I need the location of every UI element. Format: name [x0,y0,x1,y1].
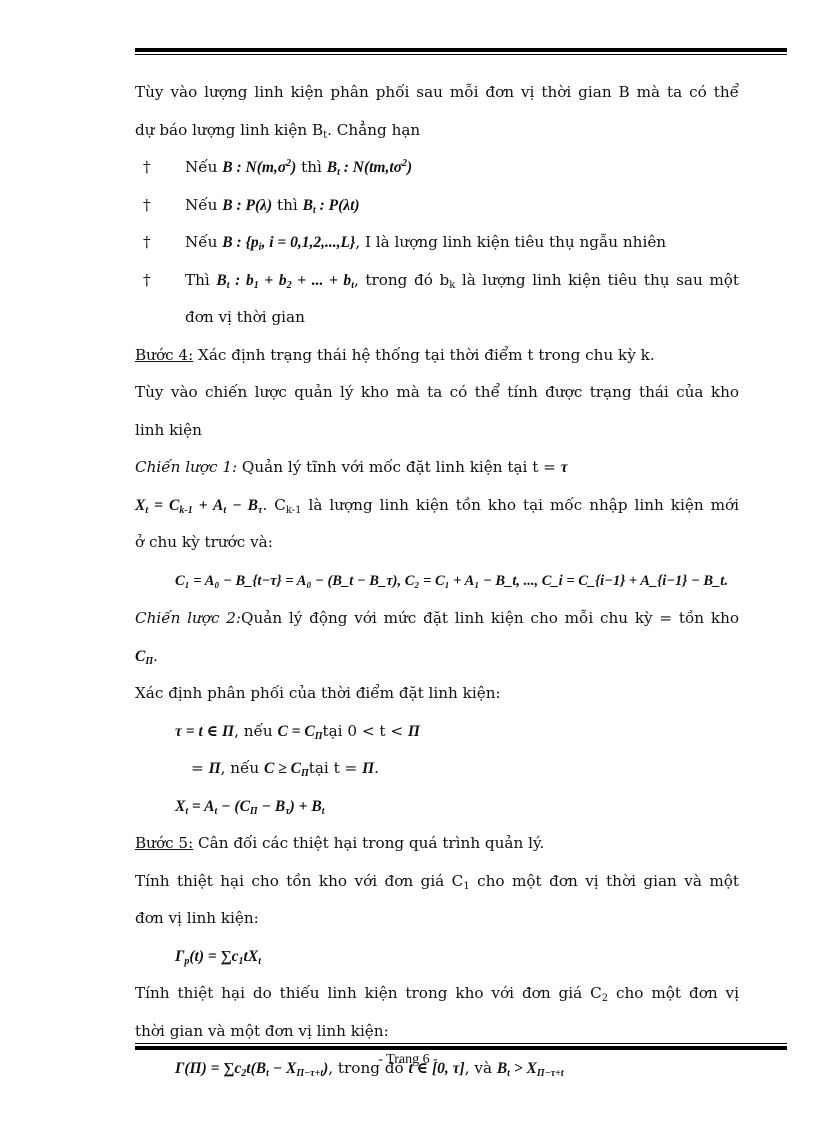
formula: B : {$p_i$, i = 0,1,2,...,L} [222,234,356,253]
page-content [135,74,739,1088]
list-item: † Nếu B : {$p_i$, i = 0,1,2,...,L}, I là lượng linh kiện tiêu thụ ngẫu nhiên [135,224,739,262]
formula: $B_t$ : $N(tm,t\sigma^2)$ [326,158,413,178]
list-item: † Nếu B : $N(m,\sigma^2)$ thì $B_t$ : $N(tm,t\sigma^2)$ [135,149,739,187]
formula: B : P(λ) [222,196,273,214]
formula-line: $\Gamma_p(t) = \sum c_1tX_t$ [175,947,261,967]
paragraph: $X_t = C_{k-1} + A_t - B_\tau$. $C_{k-1}$ là lượng linh kiện tồn kho tại mốc nhập linh kiện mới [135,495,740,516]
dagger-bullet-icon: † [143,270,151,289]
paragraph: Tùy vào lượng linh kiện phân phối sau mỗi đơn vị thời gian B mà ta có thể [135,83,739,101]
dagger-bullet-icon: † [143,233,151,251]
formula: B : $N(m,\sigma^2)$ [222,158,297,176]
formula: $C_\Pi$ [135,647,154,667]
paragraph: Tính thiệt hại cho tồn kho với đơn giá $C_1$ cho một đơn vị thời gian và một [135,871,739,892]
list-item-continuation: đơn vị thời gian [185,308,305,326]
formula: $B_t$ : P(λt) [302,196,360,216]
formula-line: = Π, nếu $C \ge C_\Pi tại$ t = Π. [191,759,379,779]
paragraph: $C_\Pi$. [135,646,158,667]
page-number: - Trang 6 - [378,1052,438,1067]
step-heading: Bước 4: Xác định trạng thái hệ thống tại thời điểm t trong chu kỳ k. [135,345,655,364]
paragraph: Xác định phân phối của thời điểm đặt linh kiện: [135,684,501,702]
strategy-heading: Chiến lược 2:Quản lý động với mức đặt linh kiện cho mỗi chu kỳ = tồn kho [135,609,739,627]
paragraph: ở chu kỳ trước và: [135,533,273,551]
step-heading: Bước 5: Cân đối các thiệt hại trong quá trình quản lý. [135,834,545,852]
list-item: † Nếu B : P(λ) thì $B_t$ : P(λt) [135,187,739,225]
paragraph: thời gian và một đơn vị linh kiện: [135,1021,389,1040]
footer-rule [135,1043,787,1050]
paragraph: Tính thiệt hại do thiếu linh kiện trong kho với đơn giá $C_2$ cho một đơn vị [135,984,739,1004]
strategy-heading: Chiến lược 1: Quản lý tĩnh với mốc đặt linh kiện tại t = τ [135,458,568,476]
formula: $X_t = C_{k-1} + A_t - B_\tau$ [135,496,263,516]
paragraph: linh kiện [135,420,202,439]
formula-line: τ = t ∈ Π, nếu $C = C_\Pi tại$ 0 < t < Π [175,721,420,742]
dagger-bullet-icon: † [143,195,151,214]
list-item: † Thì $B_t$ : $b_1 + b_2$ + ... + $b_t$, trong đó $b_k$ là lượng linh kiện tiêu thụ sau một [135,262,739,300]
paragraph: Tùy vào chiến lược quản lý kho mà ta có thể tính được trạng thái của kho [135,383,739,401]
formula-line: C₁ = A₀ − B_{t−τ} = A₀ − (B_t − B_τ), C₂ = C₁ + A₁ − B_t, ..., C_i = C_{i−1} + A_{i−1} − B_t. [175,572,728,589]
dagger-bullet-icon: † [143,158,151,176]
header-rule [135,48,787,55]
paragraph: đơn vị linh kiện: [135,909,259,927]
paragraph: dự báo lượng linh kiện $B_t$. Chẳng hạn [135,120,421,141]
formula: $B_t$ : $b_1 + b_2$ + ... + $b_t$ [216,271,354,291]
formula-line: $X_t = A_t - (C_\Pi - B_\tau) + B_t$ [175,797,325,817]
formula-line: $\Gamma(\Pi) = \sum c_2t(B_t - X_{\Pi-\tau+t})$, trong đó t ∈ [0, τ], và $B_t > X_{\Pi-\tau+t}$ [175,1059,564,1079]
